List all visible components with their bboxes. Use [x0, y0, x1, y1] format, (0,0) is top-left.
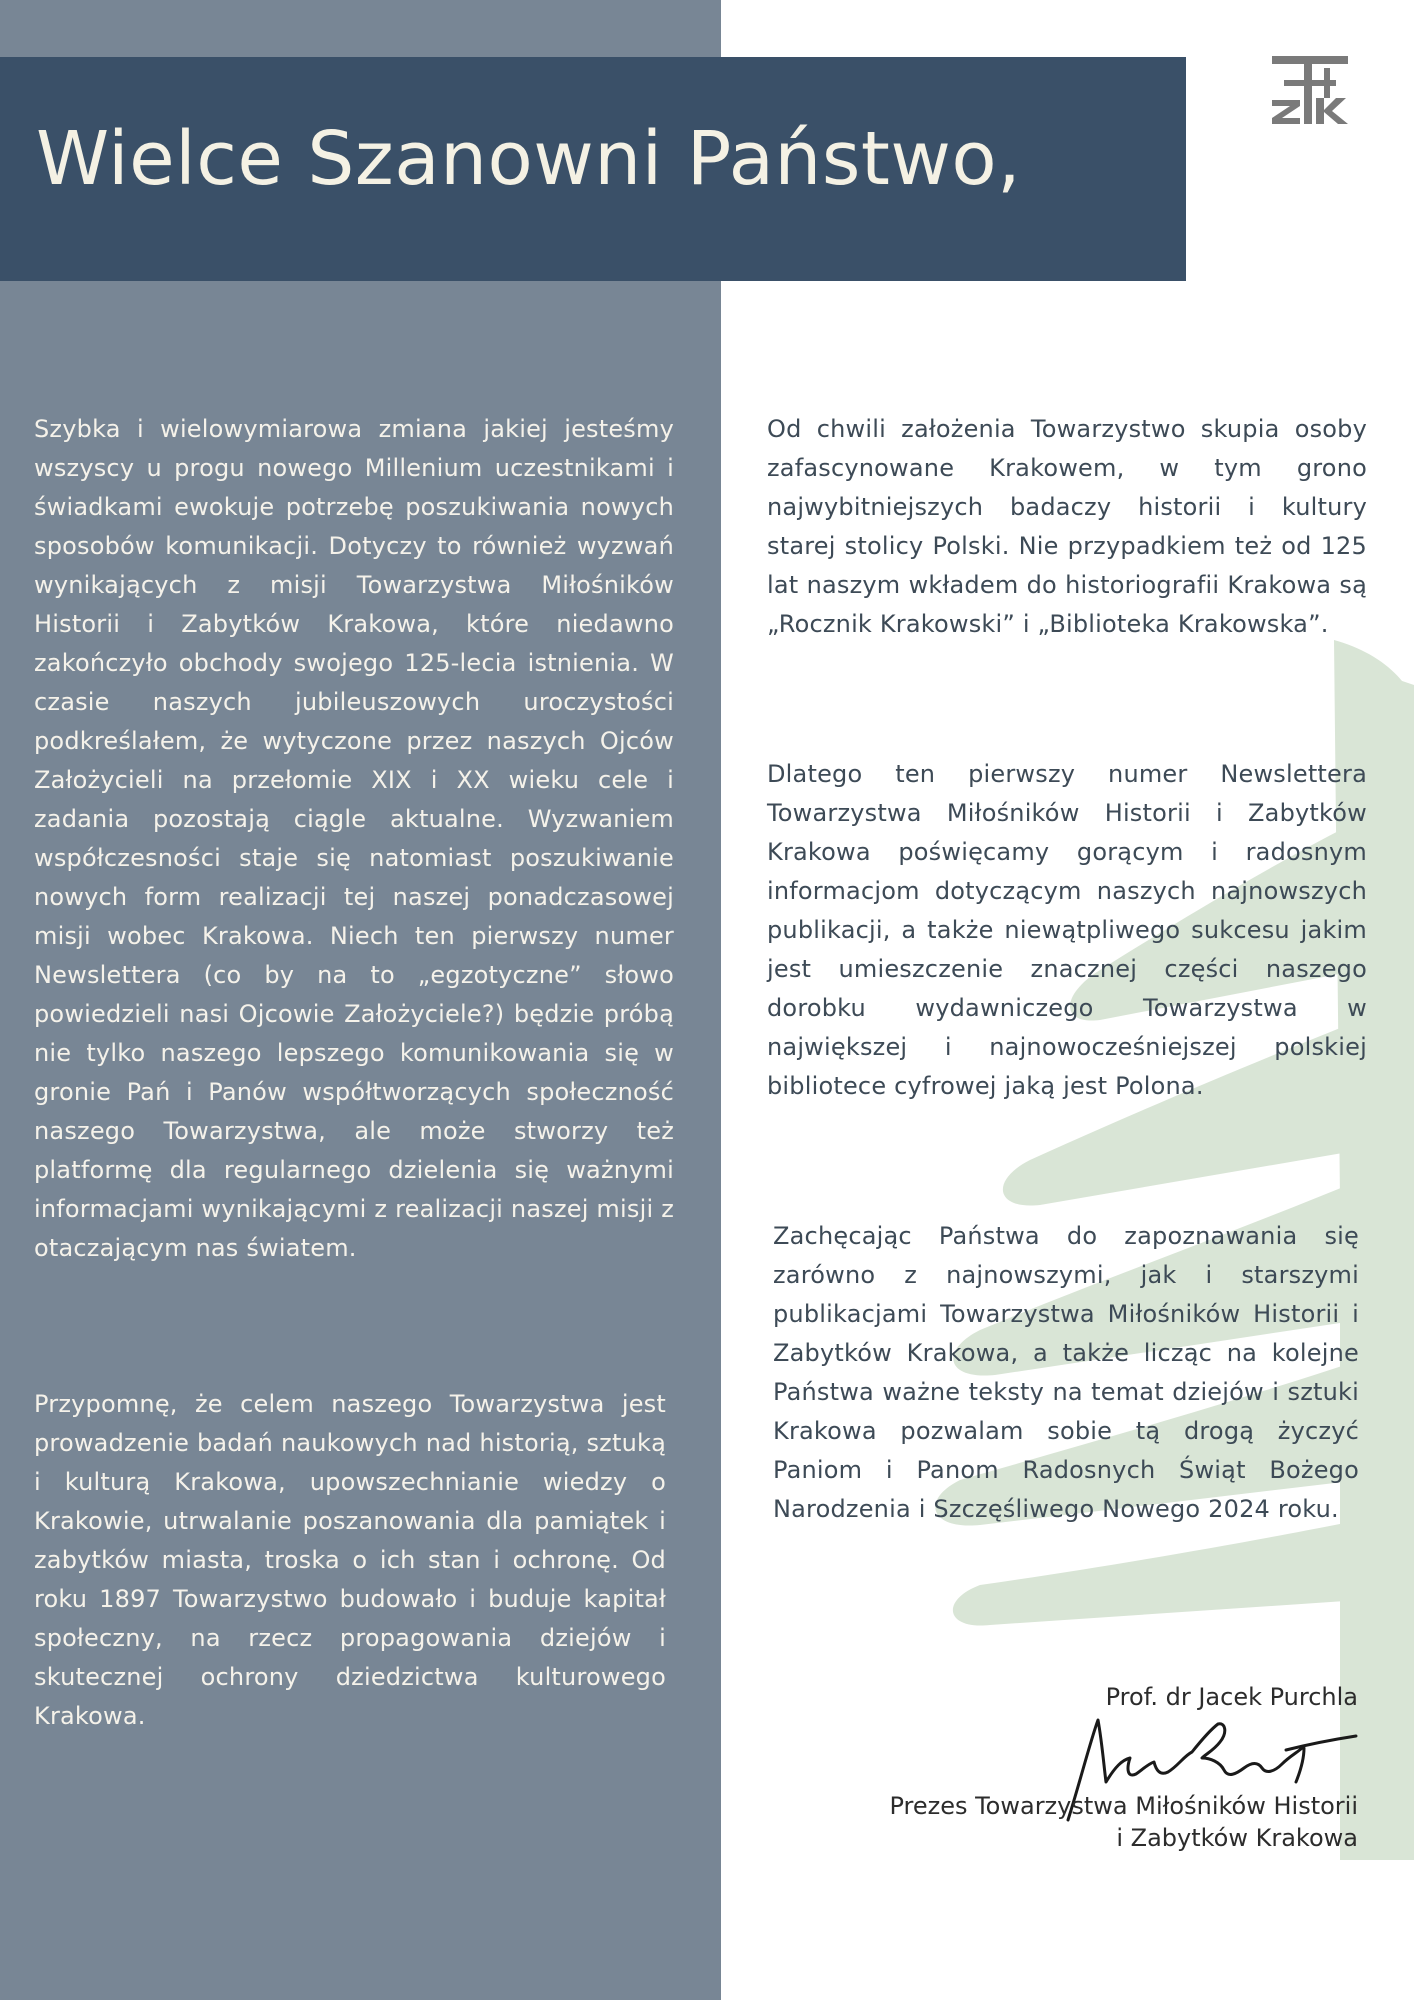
- signatory-name: Prof. dr Jacek Purchla: [1105, 1683, 1358, 1711]
- signatory-role: [889, 1790, 1358, 1854]
- society-logo-icon: [1270, 54, 1350, 126]
- page-title: Wielce Szanowni Państwo,: [36, 116, 1022, 202]
- paragraph-left-1: Szybka i wielowymiarowa zmiana jakiej jesteśmy wszyscy u progu nowego Millenium uczestnikami i świadkami ewokuje potrzebę poszukiwania nowych sposobów komunikacji. Dotyczy to również wyzwań wynikających z misji Towarzystwa Miłośników Historii i Zabytków Krakowa, które niedawno zakończyło obchody swojego 125-lecia istnienia. W czasie naszych jubileuszowych uroczystości podkreślałem, że wytyczone przez naszych Ojców Założycieli na przełomie XIX i XX wieku cele i zadania pozostają ciągle aktualne. Wyzwaniem współczesności staje się natomiast poszukiwanie nowych form realizacji tej naszej ponadczasowej misji wobec Krakowa. Niech ten pierwszy numer Newslettera (co by na to „egzotyczne” słowo powiedzieli nasi Ojcowie Założyciele?) będzie próbą nie tylko naszego lepszego komunikowania się w gronie Pań i Panów współtworzących społeczność naszego Towarzystwa, ale może stworzy też platformę dla regularnego dzielenia się ważnymi informacjami wynikającymi z realizacji naszej misji z otaczającym nas światem.: [34, 415, 674, 1262]
- paragraph-right-1: Od chwili założenia Towarzystwo skupia osoby zafascynowane Krakowem, w tym grono najwybitniejszych badaczy historii i kultury starej stolicy Polski. Nie przypadkiem też od 125 lat naszym wkładem do historiografii Krakowa są „Rocznik Krakowski” i „Biblioteka Krakowska”.: [767, 415, 1367, 638]
- paragraph-left-2: Przypomnę, że celem naszego Towarzystwa jest prowadzenie badań naukowych nad historią, sztuką i kulturą Krakowa, upowszechnianie wiedzy o Krakowie, utrwalanie poszanowania dla pamiątek i zabytków miasta, troska o ich stan i ochronę. Od roku 1897 Towarzystwo budowało i buduje kapitał społeczny, na rzecz propagowania dziejów i skutecznej ochrony dziedzictwa kulturowego Krakowa.: [34, 1390, 666, 1730]
- paragraph-right-3: Zachęcając Państwa do zapoznawania się zarówno z najnowszymi, jak i starszymi publikacjami Towarzystwa Miłośników Historii i Zabytków Krakowa, a także licząc na kolejne Państwa ważne teksty na temat dziejów i sztuki Krakowa pozwalam sobie tą drogą życzyć Paniom i Panom Radosnych Świąt Bożego Narodzenia i Szczęśliwego Nowego 2024 roku.: [773, 1222, 1359, 1523]
- paragraph-right-2: Dlatego ten pierwszy numer Newslettera Towarzystwa Miłośników Historii i Zabytków Krakowa poświęcamy gorącym i radosnym informacjom dotyczącym naszych najnowszych publikacji, a także niewątpliwego sukcesu jakim jest umieszczenie znacznej części naszego dorobku wydawniczego Towarzystwa w największej i najnowocześniejszej polskiej bibliotece cyfrowej jaką jest Polona.: [767, 760, 1367, 1100]
- signatory-role-line-2: i Zabytków Krakowa: [1116, 1824, 1358, 1852]
- signatory-role-line-1: Prezes Towarzystwa Miłośników Historii: [889, 1792, 1358, 1820]
